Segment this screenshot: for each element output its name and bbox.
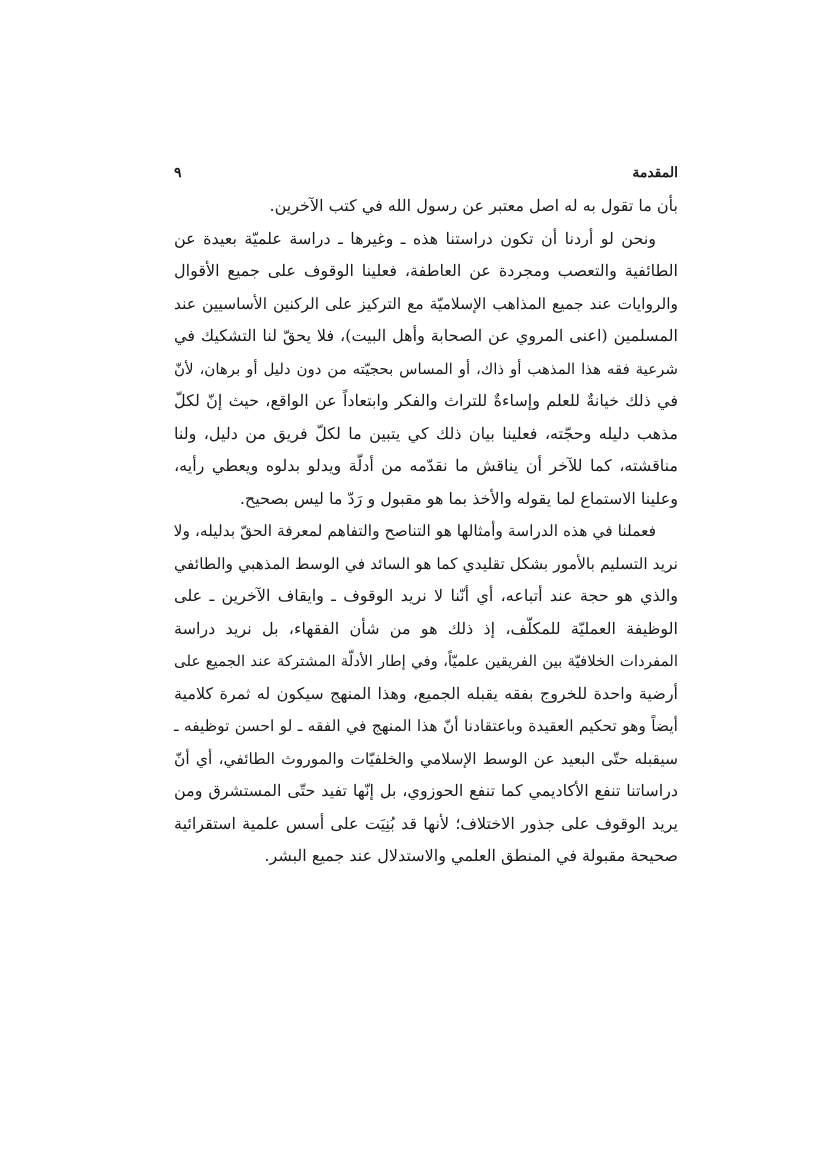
- paragraph: [174, 190, 678, 223]
- text-line: الوظيفة العمليّة للمكلّف، إذ ذلك هو من شأن الفقهاء، بل نريد دراسة: [174, 618, 678, 638]
- text-line: مناقشته، كما للآخر أن يناقش ما نقدّمه من أدلّة ويدلو بدلوه ويعطي رأيه،: [174, 456, 678, 475]
- text-line: دراساتنا تنفع الأكاديمي كما تنفع الحوزوي، بل إنّها تفيد حتّى المستشرق ومن: [174, 781, 678, 800]
- text-line: صحيحة مقبولة في المنطق العلمي والاستدلال عند جميع البشر.: [264, 846, 678, 865]
- text-line: المفردات الخلافيّة بين الفريقين علميّاً، وفي إطار الأدلّة المشتركة عند الجميع على: [174, 652, 678, 670]
- running-header: [174, 160, 678, 186]
- text-line: المسلمين (اعنى المروي عن الصحابة وأهل البيت)، فلا يحقّ لنا التشكيك في: [174, 326, 678, 345]
- text-line: فعملنا في هذه الدراسة وأمثالها هو التناصح والتفاهم لمعرفة الحقّ بدليله، ولا: [173, 522, 656, 540]
- text-line: والروايات عند جميع المذاهب الإسلاميّة مع التركيز على الركنين الأساسيين عند: [174, 294, 678, 313]
- text-line: سيقبله حتّى البعيد عن الوسط الإسلامي والخلفيّات والموروث الطائفي، أي أنّ: [174, 749, 678, 768]
- text-line: أرضية واحدة للخروج بفقه يقبله الجميع، وهذا المنهج سيكون له ثمرة كلامية: [174, 683, 678, 703]
- text-line: يريد الوقوف على جذور الاختلاف؛ لأنها قد بُنِيَت على أسس علمية استقرائية: [174, 813, 678, 833]
- text-line: والذي هو حجة عند أتباعه، أي أنّنا لا نريد الوقوف ـ وايقاف الآخرين ـ على: [174, 586, 678, 605]
- text-line: نريد التسليم بالأمور بشكل تقليدي كما هو السائد في الوسط المذهبي والطائفي: [174, 554, 678, 573]
- text-line: بأن ما تقول به له اصل معتبر عن رسول الله في كتب الآخرين.: [269, 196, 678, 215]
- text-line: مذهب دليله وحجّته، فعلينا بيان ذلك كي يتبين ما لكلّ فريق من دليل، ولنا: [174, 423, 678, 443]
- paragraph: [174, 223, 678, 516]
- text-line: أيضاً وهو تحكيم العقيدة وباعتقادنا أنّ هذا المنهج في الفقه ـ لو احسن توظيفه ـ: [174, 717, 678, 735]
- body-text: [174, 190, 678, 873]
- paragraph: [174, 515, 678, 873]
- text-line: الطائفية والتعصب ومجردة عن العاطفة، فعلينا الوقوف على جميع الأقوال: [174, 261, 678, 280]
- page-number: ٩: [174, 165, 182, 181]
- text-line: ونحن لو أردنا أن تكون دراستنا هذه ـ وغيرها ـ دراسة علميّة بعيدة عن: [174, 228, 656, 248]
- text-line: شرعية فقه هذا المذهب أو ذاك، أو المساس بحجيّته من دون دليل أو برهان، لأنّ: [174, 359, 678, 378]
- text-line: في ذلك خيانةٌ للعلم وإساءةٌ للتراث والفكر وابتعاداً عن الواقع، حيث إنّ لكلّ: [174, 391, 678, 410]
- text-line: وعلينا الاستماع لما يقوله والأخذ بما هو مقبول و رَدّ ما ليس بصحيح.: [239, 488, 678, 508]
- chapter-title: المقدمة: [632, 165, 678, 181]
